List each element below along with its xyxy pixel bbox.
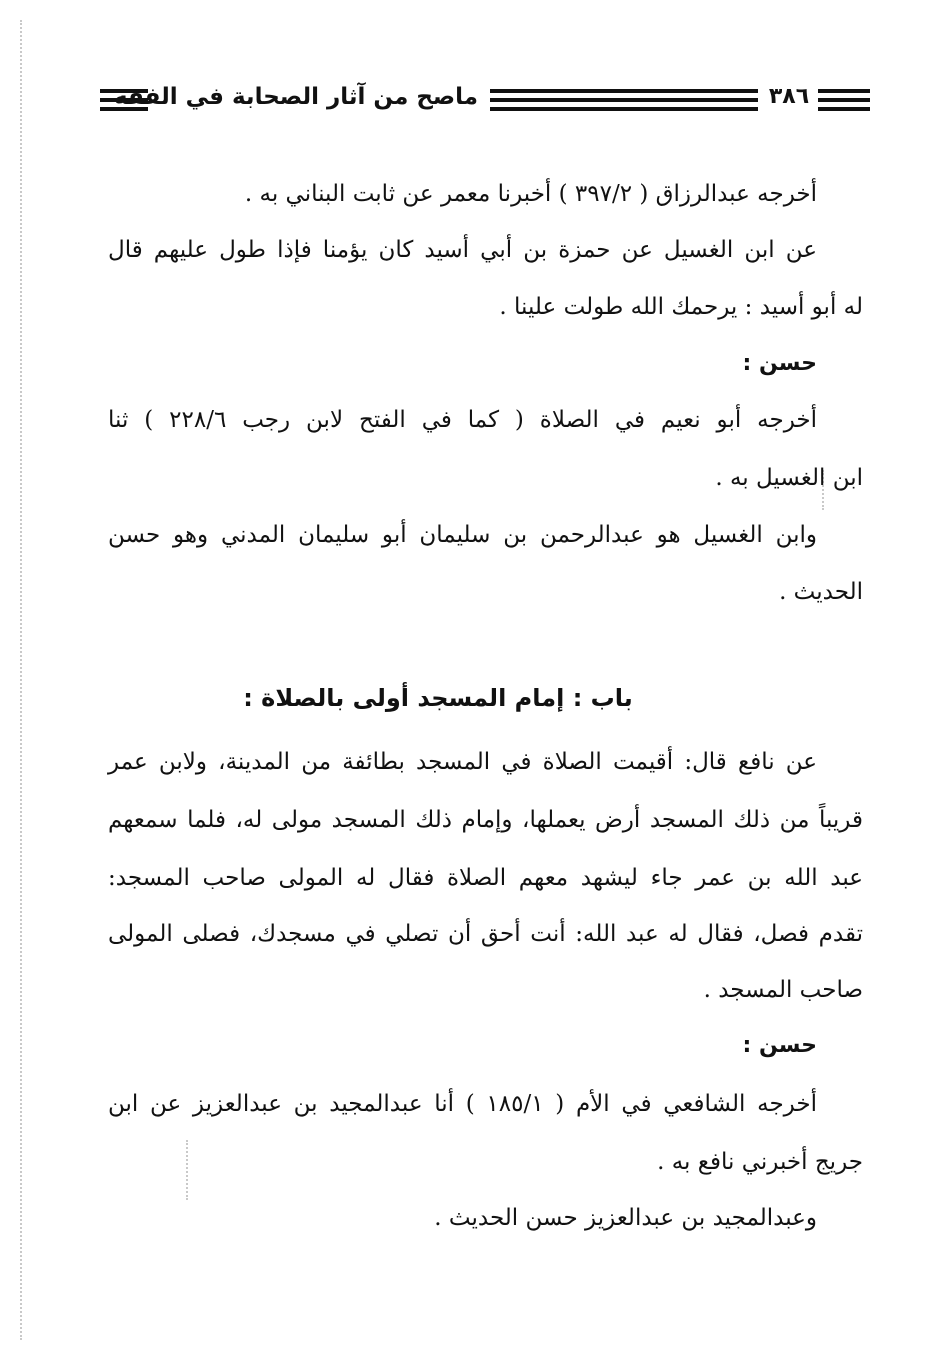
chapter-heading: باب : إمام المسجد أولى بالصلاة : <box>243 684 633 712</box>
paragraph-text-line: ابن الغسيل به . <box>715 465 863 491</box>
header-rule-middle <box>490 89 758 111</box>
paragraph-text-line: له أبو أسيد : يرحمك الله طولت علينا . <box>499 294 863 320</box>
paragraph-text-line: أخرجه الشافعي في الأم ( ١٨٥/١ ) أنا عبدالمجيد بن عبدالعزيز عن ابن <box>108 1091 817 1117</box>
running-header <box>100 80 870 120</box>
paragraph-text-line: جريج أخبرني نافع به . <box>657 1149 863 1175</box>
paragraph-text-line: صاحب المسجد . <box>703 977 863 1003</box>
paragraph-text-line: وابن الغسيل هو عبدالرحمن بن سليمان أبو سليمان المدني وهو حسن <box>108 522 817 548</box>
paragraph-text-line: تقدم فصل، فقال له عبد الله: أنت أحق أن تصلي في مسجدك، فصلى المولى <box>108 921 863 947</box>
header-rule-right <box>818 89 870 111</box>
paragraph-text-line: وعبدالمجيد بن عبدالعزيز حسن الحديث . <box>434 1205 817 1231</box>
paragraph-takhrij-abdurrazzaq: أخرجه عبدالرزاق ( ٣٩٧/٢ ) أخبرنا معمر عن ثابت البناني به . <box>244 181 817 207</box>
paragraph-text-line: أخرجه أبو نعيم في الصلاة ( كما في الفتح لابن رجب ٢٢٨/٦ ) ثنا <box>108 407 817 433</box>
paragraph-text-line: الحديث . <box>779 579 863 605</box>
paragraph-text-line: عن ابن الغسيل عن حمزة بن أبي أسيد كان يؤمنا فإذا طول عليهم قال <box>108 237 817 263</box>
book-title: ماصح من آثار الصحابة في الفقه <box>114 84 478 110</box>
paragraph-text-line: عبد الله بن عمر جاء ليشهد معهم الصلاة فقال له المولى صاحب المسجد: <box>108 865 863 891</box>
grade-label: حسن : <box>742 1033 817 1058</box>
paragraph-text-line: عن نافع قال: أقيمت الصلاة في المسجد بطائفة من المدينة، ولابن عمر <box>108 749 817 775</box>
scan-dots-decoration <box>20 20 22 1340</box>
page-number: ٣٨٦ <box>768 84 810 109</box>
grade-label: حسن : <box>742 351 817 376</box>
paragraph-text-line: قريباً من ذلك المسجد أرض يعملها، وإمام ذلك المسجد مولى له، فلما سمعهم <box>108 807 863 833</box>
